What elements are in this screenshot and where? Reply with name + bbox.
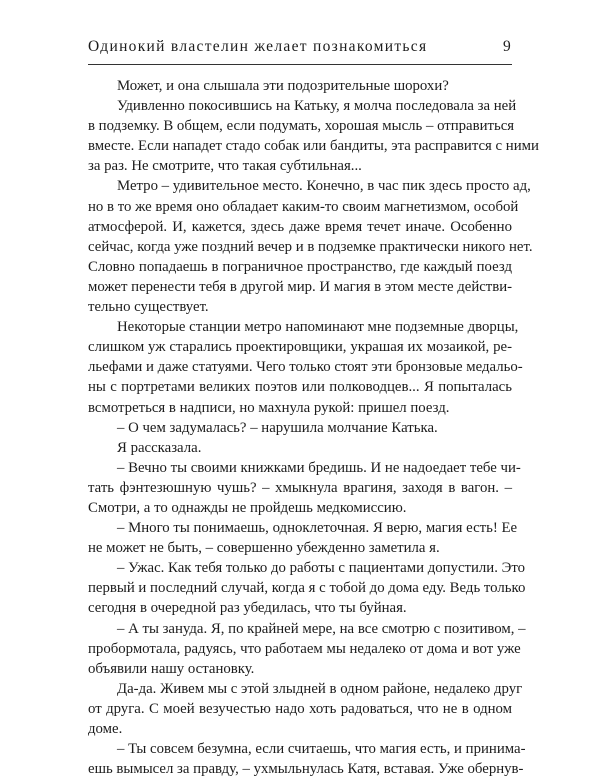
text-line: в подземку. В общем, если подумать, хорошая мысль – отправиться — [88, 118, 515, 135]
text-line: не может не быть, – совершенно убежденно заметила я. — [88, 540, 440, 557]
text-line: сейчас, когда уже поздний вечер и в подземке практически никого нет. — [88, 238, 533, 255]
text-line: Да-да. Живем мы с этой злыдней в одном районе, недалеко друг — [117, 680, 523, 697]
text-line: льефами и даже статуями. Чего только стоят эти бронзовые медальо- — [88, 359, 523, 376]
running-head — [88, 38, 512, 60]
text-line: вместе. Если нападет стадо собак или бандиты, эта расправится с ними — [88, 138, 539, 155]
text-line: пробормотала, радуясь, что работаем мы недалеко от дома и вот уже — [88, 640, 521, 657]
page-number: 9 — [502, 38, 512, 55]
text-line: – Ужас. Как тебя только до работы с пациентами допустили. Это — [117, 560, 526, 577]
text-line: – Вечно ты своими книжками бредишь. И не надоедает тебе чи- — [117, 459, 521, 476]
text-line: Словно попадаешь в пограничное пространство, где каждый поезд — [88, 258, 512, 275]
text-line: за раз. Не смотрите, что такая субтильная... — [88, 158, 362, 175]
text-line: – О чем задумалась? – нарушила молчание Катька. — [117, 419, 438, 436]
text-line: всмотреться в надписи, но махнула рукой: пришел поезд. — [88, 399, 450, 416]
text-line: Я рассказала. — [117, 439, 202, 456]
text-line: ны с портретами великих поэтов или полководцев... Я попыталась — [88, 379, 512, 396]
text-line: сегодня в очередной раз убедилась, что ты буйная. — [88, 600, 407, 617]
text-line: объявили нашу остановку. — [88, 660, 255, 677]
book-title: Одинокий властелин желает познакомиться — [88, 38, 428, 55]
text-line: доме. — [88, 721, 123, 737]
text-line: первый и последний случай, когда я с тобой до дома еду. Ведь только — [88, 580, 526, 597]
text-line: Метро – удивительное место. Конечно, в час пик здесь просто ад, — [117, 178, 531, 195]
text-line: может перенести тебя в другой мир. И магия в этом месте действи- — [88, 278, 513, 295]
text-line: Смотри, а то однажды не пройдешь медкомиссию. — [88, 499, 407, 516]
text-line: Может, и она слышала эти подозрительные шорохи? — [117, 78, 449, 94]
text-line: – А ты зануда. Я, по крайней мере, на все смотрю с позитивом, – — [117, 620, 526, 637]
text-line: слишком уж старались проектировщики, украшая их мозаикой, ре- — [88, 339, 512, 356]
text-line: но в то же время оно обладает каким-то своим магнетизмом, особой — [88, 198, 519, 215]
text-line: – Много ты понимаешь, одноклеточная. Я верю, магия есть! Ее — [117, 520, 518, 537]
body-text — [88, 76, 539, 779]
text-line: от друга. С моей везучестью надо хоть радоваться, что не в одном — [88, 700, 512, 717]
text-line: тельно существует. — [88, 299, 209, 316]
text-line: атмосферой. И, кажется, здесь даже время течет иначе. Особенно — [88, 218, 512, 235]
text-line: тать фэнтезюшную чушь? – хмыкнула врагиня, заходя в вагон. – — [88, 479, 512, 496]
text-line: Некоторые станции метро напоминают мне подземные дворцы, — [117, 319, 519, 336]
text-line: – Ты совсем безумна, если считаешь, что магия есть, и принима- — [117, 741, 526, 758]
text-line: Удивленно покосившись на Катьку, я молча последовала за ней — [117, 98, 517, 115]
header-rule — [88, 64, 512, 65]
text-line: ешь вымысел за правду, – ухмыльнулась Катя, вставая. Уже обернув- — [88, 761, 524, 778]
